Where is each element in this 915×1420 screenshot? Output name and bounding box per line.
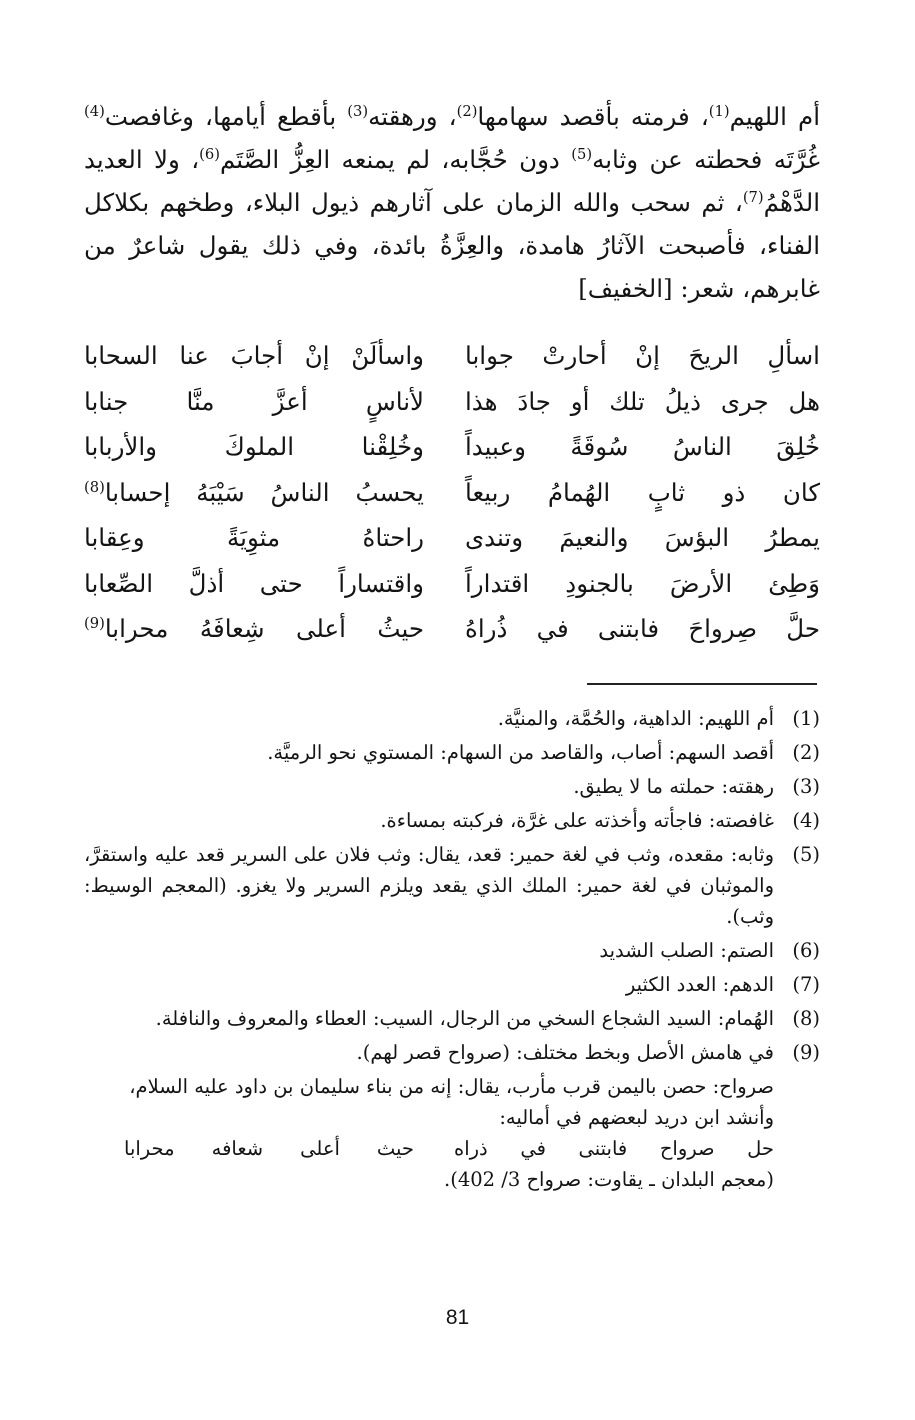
footnote-number: (9) [792,1041,820,1064]
footnote-text: الهُمام: السيد الشجاع السخي من الرجال، السيب: العطاء والمعروف والنافلة. [155,1007,774,1030]
footnote-number: (5) [792,843,820,866]
footnote-item [84,1037,820,1068]
footnote-text: غافصته: فاجأته وأخذته على غرَّة، فركبته بمساءة. [380,809,774,832]
verse-first-hemistich: كان ذو ثابٍ الهُمامُ ربيعاً [465,477,820,507]
footnote-separator-rule [587,683,817,685]
footnote-item [84,969,820,1000]
footnote-text: أقصد السهم: أصاب، والقاصد من السهام: المستوي نحو الرميَّة. [267,741,774,764]
footnote-text: في هامش الأصل وبخط مختلف: (صرواح قصر لهم). [356,1041,774,1064]
footnote-number: (3) [792,775,820,798]
verse-row [84,424,820,470]
verse-row [84,333,820,379]
footnote-9-continuation [84,1071,820,1195]
verse-row [84,606,820,652]
verse-first-hemistich: يمطرُ البؤسَ والنعيمَ وتندى [465,523,820,553]
main-prose-paragraph: أم اللهيم$^{(1)}$، فرمته بأقصد سهامها$^{(2)}$، ورهقته$^{(3)}$ بأقطع أيامها، وغافصت$^{(4)}$ غُرَّتَه فحطته عن وثابه$^{(5)}$ دون حُجَّابه، لم يمنعه العِزُّ الصَّتَم$^{(6)}$، ولا العديد الدَّهْمُ$^{(7)}$، ثم سحب والله الزمان على آثارهم ذيول البلاء، وطخهم بكلاكل الفناء، فأصبحت الآثارُ هامدة، والعِزَّةُ بائدة، وفي ذلك يقول شاعرٌ من غابرهم، شعر: [الخفيف] [84,102,821,303]
verse-second-hemistich: راحتاهُ مثوِيَةً وعِقابا [84,523,424,553]
footnote-list [84,703,820,1068]
verse-first-hemistich: خُلِقَ الناسُ سُوقَةً وعبيداً [465,432,820,462]
verse-second-hemistich: لأناسٍ أعزَّ منَّا جنابا [84,386,424,416]
page-number: 81 [445,1306,470,1329]
footnote-item [84,805,820,836]
footnote-number: (7) [792,973,820,996]
footnote-text: الدهم: العدد الكثير [625,973,774,996]
footnote-item [84,935,820,966]
footnote-9-verse-left: حيث أعلى شعافه محرابا [124,1137,414,1160]
footnote-9-line-2: وأنشد ابن دريد لبعضهم في أماليه: [499,1106,774,1129]
footnote-number: (2) [792,741,820,764]
footnote-item [84,703,820,734]
footnote-text: الصتم: الصلب الشديد [599,939,774,962]
footnote-number: (6) [792,939,820,962]
footnote-item [84,839,820,932]
verse-row [84,515,820,561]
verse-first-hemistich: هل جرى ذيلُ تلك أو جادَ هذا [465,386,820,416]
footnote-number: (8) [792,1007,820,1030]
footnote-item [84,771,820,802]
footnote-9-source: (معجم البلدان ـ يقاوت: صرواح 3/ 402). [444,1168,774,1191]
verse-second-hemistich: حيثُ أعلى شِعافَهُ محرابا$^{(9)}$ [84,614,424,644]
footnote-number: (4) [792,809,820,832]
verse-second-hemistich: يحسبُ الناسُ سَيْبَهُ إحسابا$^{(8)}$ [84,477,424,507]
verse-row [84,470,820,516]
poem-verses [84,333,820,652]
footnote-item [84,737,820,768]
footnote-text: أم اللهيم: الداهية، والحُمَّة، والمنيَّة. [497,707,774,730]
verse-second-hemistich: واسألَنْ إنْ أجابَ عنا السحابا [84,341,424,371]
footnote-item [84,1003,820,1034]
verse-row [84,561,820,607]
verse-second-hemistich: وخُلِقْنا الملوكَ والأربابا [84,432,424,462]
footnote-text: وثابه: مقعده، وثب في لغة حمير: قعد، يقال: وثب فلان على السرير قعد عليه واستقرَّ، والموثبان في لغة حمير: الملك الذي يقعد ويلزم السرير ولا يغزو. (المعجم الوسيط: وثب). [84,843,774,928]
verse-first-hemistich: حلَّ صِرواحَ فابتنى في ذُراهُ [465,614,820,644]
footnote-text: رهقته: حملته ما لا يطيق. [573,775,774,798]
footnote-9-verse-right: حل صرواح فابتنى في ذراه [454,1137,774,1160]
verse-second-hemistich: واقتساراً حتى أذلَّ الصِّعابا [84,568,424,598]
verse-first-hemistich: وَطِئ الأرضَ بالجنودِ اقتداراً [465,568,820,598]
verse-row [84,379,820,425]
footnote-9-line-1: صرواح: حصن باليمن قرب مأرب، يقال: إنه من بناء سليمان بن داود عليه السلام، [129,1075,774,1098]
footnote-9-verse [84,1133,774,1164]
footnotes-section [84,703,820,1195]
verse-first-hemistich: اسألِ الريحَ إنْ أحارتْ جوابا [465,341,820,371]
footnote-number: (1) [792,707,820,730]
